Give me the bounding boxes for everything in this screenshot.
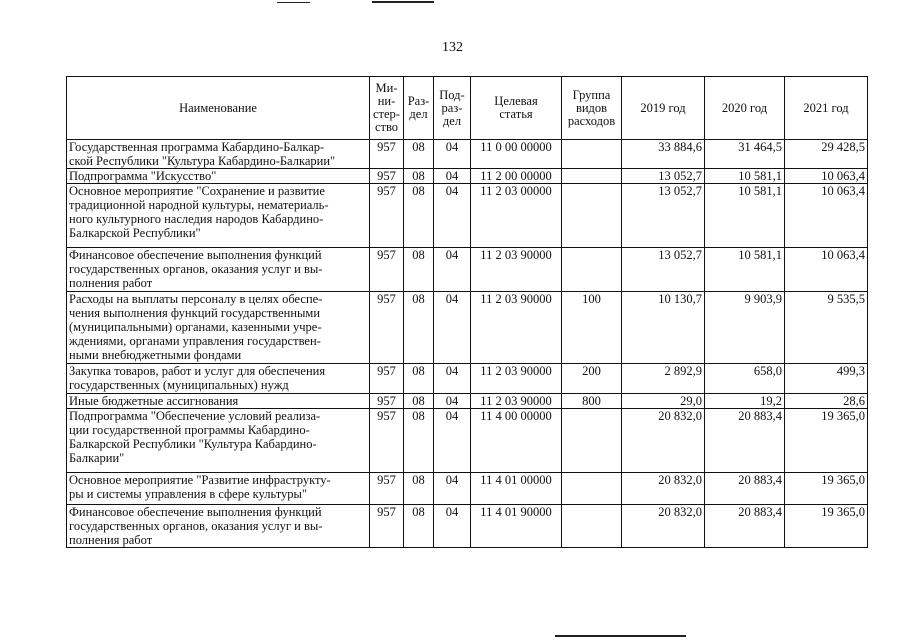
cell-section: 08 [404,292,434,364]
cell-group: 200 [562,364,622,394]
cell-y2020: 10 581,1 [705,184,785,248]
cell-name: Финансовое обеспечение выполнения функций государственных органов, оказания услуг и вы- полнения работ [67,505,370,548]
cell-y2019: 29,0 [622,394,705,409]
cell-y2020: 19,2 [705,394,785,409]
cell-ministry: 957 [370,364,404,394]
cell-y2019: 13 052,7 [622,169,705,184]
cell-target: 11 2 03 90000 [471,394,562,409]
scan-artifact-top-left [277,2,310,3]
cell-ministry: 957 [370,140,404,169]
cell-section: 08 [404,394,434,409]
cell-section: 08 [404,364,434,394]
cell-y2021: 10 063,4 [785,184,868,248]
table-row [67,292,868,364]
cell-group [562,140,622,169]
table-body [67,140,868,548]
cell-name: Подпрограмма "Искусство" [67,169,370,184]
column-header-name: Наименование [67,77,370,140]
cell-ministry: 957 [370,409,404,473]
column-header-subsection: Под- раз- дел [434,77,471,140]
column-header-y2020: 2020 год [705,77,785,140]
table-row [67,184,868,248]
cell-y2019: 13 052,7 [622,248,705,292]
cell-target: 11 4 01 90000 [471,505,562,548]
cell-y2019: 2 892,9 [622,364,705,394]
column-header-target: Целевая статья [471,77,562,140]
cell-target: 11 4 01 00000 [471,473,562,505]
cell-y2021: 19 365,0 [785,409,868,473]
column-header-ministry: Ми- ни- стер- ство [370,77,404,140]
cell-name: Основное мероприятие "Сохранение и развитие традиционной народной культуры, нематериаль- ного культурного наследия народов Кабардино- Балкарской Республики" [67,184,370,248]
cell-ministry: 957 [370,184,404,248]
cell-group [562,505,622,548]
cell-target: 11 2 03 90000 [471,292,562,364]
cell-subsection: 04 [434,248,471,292]
cell-subsection: 04 [434,184,471,248]
cell-target: 11 2 03 90000 [471,364,562,394]
cell-section: 08 [404,184,434,248]
scan-artifact-top-right [372,1,434,3]
cell-name: Расходы на выплаты персоналу в целях обеспе- чения выполнения функций государственными (муниципальными) органами, казенными учре- ждениями, органами управления государствен- ными внебюджетными фондами [67,292,370,364]
cell-ministry: 957 [370,473,404,505]
cell-ministry: 957 [370,248,404,292]
table-header-row [67,77,868,140]
cell-y2020: 20 883,4 [705,473,785,505]
cell-y2019: 20 832,0 [622,473,705,505]
cell-group [562,409,622,473]
cell-y2020: 31 464,5 [705,140,785,169]
cell-y2021: 29 428,5 [785,140,868,169]
cell-ministry: 957 [370,505,404,548]
cell-subsection: 04 [434,364,471,394]
column-header-section: Раз- дел [404,77,434,140]
cell-y2020: 9 903,9 [705,292,785,364]
cell-section: 08 [404,473,434,505]
column-header-y2019: 2019 год [622,77,705,140]
cell-name: Основное мероприятие "Развитие инфраструкту- ры и системы управления в сфере культуры" [67,473,370,505]
page-number: 132 [442,40,463,55]
table-row [67,473,868,505]
cell-section: 08 [404,409,434,473]
cell-target: 11 2 00 00000 [471,169,562,184]
table-row [67,409,868,473]
cell-section: 08 [404,169,434,184]
table-row [67,394,868,409]
cell-ministry: 957 [370,169,404,184]
cell-target: 11 2 03 90000 [471,248,562,292]
table-row [67,140,868,169]
cell-subsection: 04 [434,292,471,364]
cell-y2019: 33 884,6 [622,140,705,169]
cell-group [562,248,622,292]
cell-group: 100 [562,292,622,364]
cell-section: 08 [404,505,434,548]
cell-name: Иные бюджетные ассигнования [67,394,370,409]
cell-y2020: 10 581,1 [705,169,785,184]
cell-subsection: 04 [434,473,471,505]
scan-artifact-bottom [555,635,686,637]
cell-group [562,169,622,184]
cell-group [562,184,622,248]
cell-y2020: 20 883,4 [705,505,785,548]
table-row [67,169,868,184]
cell-y2019: 20 832,0 [622,505,705,548]
cell-target: 11 0 00 00000 [471,140,562,169]
cell-y2020: 658,0 [705,364,785,394]
cell-name: Подпрограмма "Обеспечение условий реализа- ции государственной программы Кабардино- Балкарской Республики "Культура Кабардино- Балкарии" [67,409,370,473]
cell-name: Государственная программа Кабардино-Балкар- ской Республики "Культура Кабардино-Балкарии" [67,140,370,169]
cell-subsection: 04 [434,505,471,548]
cell-ministry: 957 [370,292,404,364]
cell-target: 11 4 00 00000 [471,409,562,473]
cell-y2021: 9 535,5 [785,292,868,364]
cell-group: 800 [562,394,622,409]
cell-y2021: 10 063,4 [785,169,868,184]
budget-table [66,76,868,548]
cell-y2019: 13 052,7 [622,184,705,248]
column-header-group: Группа видов расходов [562,77,622,140]
cell-y2020: 10 581,1 [705,248,785,292]
cell-name: Закупка товаров, работ и услуг для обеспечения государственных (муниципальных) нужд [67,364,370,394]
cell-group [562,473,622,505]
cell-y2019: 20 832,0 [622,409,705,473]
column-header-y2021: 2021 год [785,77,868,140]
cell-subsection: 04 [434,169,471,184]
table-row [67,248,868,292]
cell-y2021: 10 063,4 [785,248,868,292]
cell-subsection: 04 [434,409,471,473]
cell-subsection: 04 [434,394,471,409]
cell-subsection: 04 [434,140,471,169]
table-row [67,364,868,394]
cell-y2021: 19 365,0 [785,473,868,505]
cell-y2020: 20 883,4 [705,409,785,473]
cell-target: 11 2 03 00000 [471,184,562,248]
table-row [67,505,868,548]
cell-y2021: 28,6 [785,394,868,409]
cell-name: Финансовое обеспечение выполнения функций государственных органов, оказания услуг и вы- полнения работ [67,248,370,292]
cell-y2021: 19 365,0 [785,505,868,548]
cell-section: 08 [404,248,434,292]
cell-y2021: 499,3 [785,364,868,394]
cell-ministry: 957 [370,394,404,409]
cell-section: 08 [404,140,434,169]
cell-y2019: 10 130,7 [622,292,705,364]
